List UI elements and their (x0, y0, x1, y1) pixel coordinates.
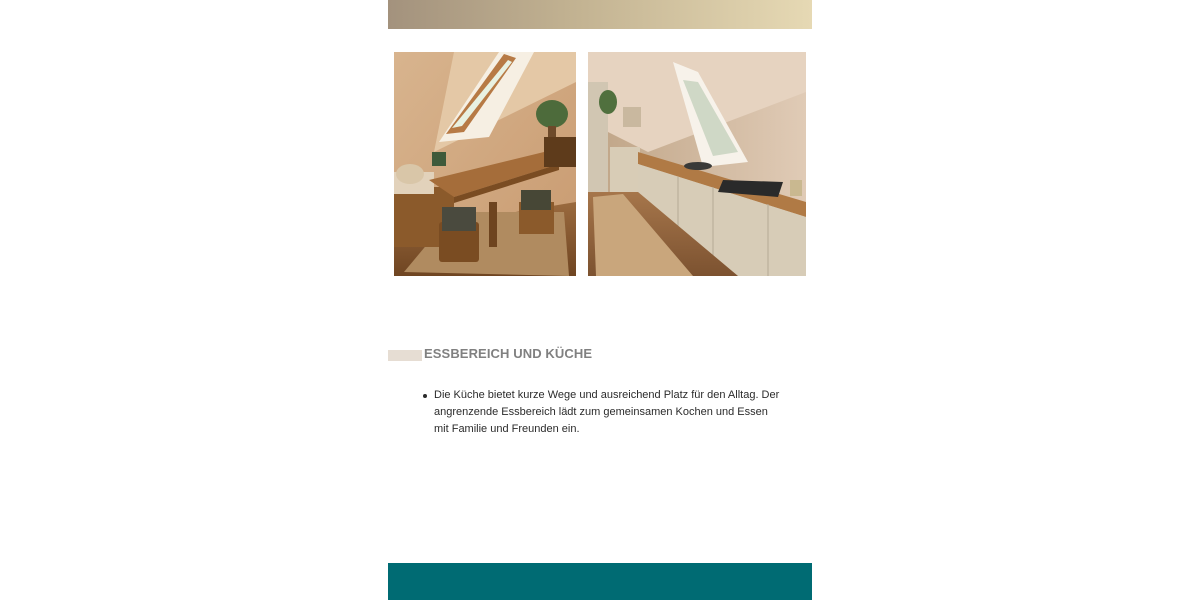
kitchen-photo (588, 52, 806, 276)
section-title: ESSBEREICH UND KÜCHE (424, 346, 593, 361)
list-item (434, 387, 784, 438)
bullet-icon (423, 394, 427, 398)
list-item-text: Die Küche bietet kurze Wege und ausreichend Platz für den Alltag. Der angrenzende Essbereich lädt zum gemeinsamen Kochen und Essen mit Familie und Freunden ein. (434, 389, 780, 435)
header-band (388, 0, 812, 29)
bullet-list (434, 387, 784, 438)
footer-band (388, 563, 812, 600)
brochure-page (388, 0, 812, 600)
dining-area-photo (394, 52, 576, 276)
section-accent-bar (388, 350, 422, 361)
